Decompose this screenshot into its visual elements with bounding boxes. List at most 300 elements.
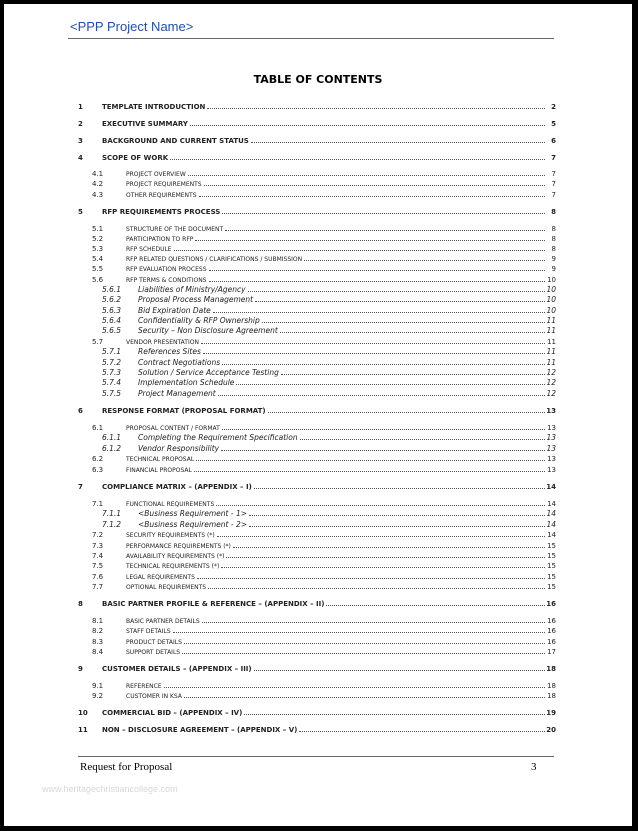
- toc-heading: TABLE OF CONTENTS: [253, 73, 383, 86]
- toc-entry-title-row: [138, 368, 546, 377]
- toc-entry-number: 8.3: [92, 638, 104, 646]
- dot-leader: [222, 363, 545, 365]
- toc-entry-level-1[interactable]: [4, 118, 632, 128]
- toc-entry-level-1[interactable]: [4, 598, 632, 608]
- dot-leader: [225, 229, 545, 231]
- toc-entry-level-3[interactable]: [4, 508, 632, 518]
- toc-entry-level-1[interactable]: [4, 724, 632, 734]
- toc-entry-level-1[interactable]: [4, 481, 632, 491]
- toc-entry-level-3[interactable]: [4, 346, 632, 356]
- toc-entry-number: 4.3: [92, 191, 104, 199]
- toc-entry-page: 11: [546, 326, 556, 335]
- toc-entry-level-2[interactable]: [4, 243, 632, 253]
- toc-entry-level-2[interactable]: [4, 422, 632, 432]
- toc-entry-page: 5: [551, 120, 556, 128]
- toc-entry-page: 20: [546, 726, 556, 734]
- toc-entry-title-row: [138, 316, 546, 325]
- toc-entry-page: 18: [547, 682, 556, 690]
- toc-entry-title-row: [102, 137, 546, 145]
- toc-entry-page: 6: [551, 137, 556, 145]
- dot-leader: [174, 249, 545, 251]
- toc-entry-level-2[interactable]: [4, 560, 632, 570]
- toc-entry-number: 8: [78, 600, 83, 608]
- dot-leader: [182, 652, 545, 654]
- toc-entry-title-row: [102, 103, 546, 111]
- toc-entry-number: 7.2: [92, 531, 104, 539]
- toc-entry-title: PERFORMANCE REQUIREMENTS (*): [126, 543, 231, 550]
- toc-entry-title-row: [138, 295, 546, 304]
- toc-entry-title: RESPONSE FORMAT (PROPOSAL FORMAT): [102, 407, 266, 415]
- toc-entry-number: 1: [78, 103, 83, 111]
- toc-entry-title: Bid Expiration Date: [138, 306, 211, 315]
- toc-entry-level-2[interactable]: [4, 464, 632, 474]
- toc-entry-title: PROPOSAL CONTENT / FORMAT: [126, 425, 220, 432]
- toc-entry-title: Confidentiality & RFP Ownership: [138, 316, 260, 325]
- toc-entry-level-2[interactable]: [4, 453, 632, 463]
- toc-entry-number: 8.1: [92, 617, 104, 625]
- toc-entry-title: RFP SCHEDULE: [126, 246, 172, 253]
- toc-entry-level-1[interactable]: [4, 152, 632, 162]
- toc-entry-number: 5.2: [92, 235, 104, 243]
- dot-leader: [326, 604, 545, 606]
- toc-entry-level-2[interactable]: [4, 615, 632, 625]
- toc-entry-title: Liabilities of Ministry/Agency: [138, 285, 246, 294]
- toc-entry-level-2[interactable]: [4, 571, 632, 581]
- toc-entry-page: 10: [547, 276, 556, 284]
- toc-entry-number: 6.2: [92, 455, 104, 463]
- toc-entry-title-row: [102, 726, 546, 734]
- toc-entry-number: 7.4: [92, 552, 104, 560]
- toc-entry-page: 10: [546, 285, 556, 294]
- toc-entry-page: 19: [546, 709, 556, 717]
- toc-entry-number: 5.7.3: [102, 368, 122, 377]
- toc-entry-page: 9: [551, 265, 556, 273]
- dot-leader: [213, 311, 545, 313]
- toc-entry-page: 11: [546, 347, 556, 356]
- toc-entry-number: 5: [78, 208, 83, 216]
- toc-entry-number: 5.7.1: [102, 347, 122, 356]
- toc-entry-title: Vendor Responsibility: [138, 444, 220, 453]
- toc-entry-number: 4.1: [92, 170, 104, 178]
- header-divider: [68, 38, 554, 39]
- toc-entry-title-row: [126, 256, 546, 263]
- dot-leader: [221, 566, 545, 568]
- toc-entry-number: 5.6.3: [102, 306, 122, 315]
- toc-entry-title: SECURITY REQUIREMENTS (*): [126, 532, 215, 539]
- dot-leader: [218, 394, 545, 396]
- toc-entry-level-3[interactable]: [4, 325, 632, 335]
- toc-entry-page: 13: [547, 424, 556, 432]
- toc-entry-number: 7.7: [92, 583, 104, 591]
- toc-entry-title: Completing the Requirement Specification: [138, 433, 298, 442]
- dot-leader: [217, 535, 545, 537]
- toc-entry-level-2[interactable]: [4, 223, 632, 233]
- dot-leader: [268, 411, 545, 413]
- toc-entry-number: 5.6: [92, 276, 104, 284]
- toc-entry-title: PROJECT REQUIREMENTS: [126, 181, 202, 188]
- dot-leader: [254, 487, 545, 489]
- toc-entry-number: 10: [78, 709, 88, 717]
- toc-entry-title: FUNCTIONAL REQUIREMENTS: [126, 501, 215, 508]
- toc-entry-number: 8.4: [92, 648, 104, 656]
- toc-entry-page: 13: [546, 407, 556, 415]
- dot-leader: [209, 280, 546, 282]
- toc-entry-number: 5.5: [92, 265, 104, 273]
- toc-entry-level-1[interactable]: [4, 135, 632, 145]
- toc-entry-title: EXECUTIVE SUMMARY: [102, 120, 188, 128]
- toc-entry-number: 9.2: [92, 692, 104, 700]
- toc-entry-page: 14: [546, 509, 556, 518]
- toc-entry-level-3[interactable]: [4, 519, 632, 529]
- dot-leader: [170, 158, 545, 160]
- dot-leader: [164, 686, 545, 688]
- toc-entry-title-row: [126, 628, 546, 635]
- toc-entry-title-row: [138, 444, 546, 453]
- toc-entry-number: 3: [78, 137, 83, 145]
- toc-entry-page: 7: [551, 170, 556, 178]
- toc-entry-title-row: [126, 574, 546, 581]
- toc-entry-title-row: [126, 639, 546, 646]
- toc-entry-page: 7: [551, 154, 556, 162]
- toc-entry-level-3[interactable]: [4, 443, 632, 453]
- dot-leader: [221, 449, 545, 451]
- toc-entry-number: 5.6.4: [102, 316, 122, 325]
- toc-entry-page: 7: [551, 180, 556, 188]
- toc-entry-title: BACKGROUND AND CURRENT STATUS: [102, 137, 249, 145]
- toc-entry-title: SUPPORT DETAILS: [126, 649, 181, 656]
- toc-entry-title: PRODUCT DETAILS: [126, 639, 182, 646]
- watermark-text: www.heritagechristiancollege.com: [42, 784, 178, 794]
- toc-entry-title: BASIC PARTNER PROFILE & REFERENCE – (APPENDIX – II): [102, 600, 325, 608]
- toc-entry-page: 8: [551, 208, 556, 216]
- toc-entry-number: 7.1.2: [102, 520, 122, 529]
- dot-leader: [248, 290, 545, 292]
- toc-entry-title-row: [126, 532, 546, 539]
- toc-entry-title: Security – Non Disclosure Agreement: [138, 326, 278, 335]
- toc-entry-title: AVAILABILITY REQUIREMENTS (*): [126, 553, 225, 560]
- toc-entry-level-1[interactable]: [4, 663, 632, 673]
- toc-entry-title: Contract Negotiations: [138, 358, 221, 367]
- toc-entry-page: 17: [547, 648, 556, 656]
- toc-entry-title-row: [138, 509, 546, 518]
- toc-entry-level-3[interactable]: [4, 357, 632, 367]
- dot-leader: [202, 621, 545, 623]
- toc-entry-title: PARTICIPATION TO RFP: [126, 236, 194, 243]
- toc-entry-title: RFP EVALUATION PROCESS: [126, 266, 207, 273]
- toc-entry-title-row: [126, 171, 546, 178]
- toc-entry-title-row: [138, 306, 546, 315]
- toc-entry-title: CUSTOMER DETAILS – (APPENDIX – III): [102, 665, 252, 673]
- toc-entry-level-3[interactable]: [4, 388, 632, 398]
- dot-leader: [173, 631, 545, 633]
- dot-leader: [216, 504, 545, 506]
- dot-leader: [226, 556, 545, 558]
- toc-entry-title: STRUCTURE OF THE DOCUMENT: [126, 226, 224, 233]
- toc-entry-title-row: [138, 433, 546, 442]
- toc-entry-number: 4.2: [92, 180, 104, 188]
- toc-entry-title: Solution / Service Acceptance Testing: [138, 368, 279, 377]
- toc-entry-title-row: [126, 467, 546, 474]
- toc-entry-title: FINANCIAL PROPOSAL: [126, 467, 192, 474]
- dot-leader: [194, 470, 545, 472]
- toc-entry-level-2[interactable]: [4, 178, 632, 188]
- toc-entry-number: 11: [78, 726, 88, 734]
- toc-entry-title: TECHNICAL PROPOSAL: [126, 456, 195, 463]
- toc-entry-page: 16: [546, 600, 556, 608]
- toc-entry-number: 5.7.2: [102, 358, 122, 367]
- toc-entry-title-row: [102, 120, 546, 128]
- toc-entry-number: 6.1.1: [102, 433, 122, 442]
- toc-entry-title-row: [126, 584, 546, 591]
- toc-entry-number: 5.1: [92, 225, 104, 233]
- toc-entry-title-row: [126, 266, 546, 273]
- toc-entry-title-row: [126, 236, 546, 243]
- header-project-name: <PPP Project Name>: [70, 19, 194, 34]
- toc-entry-page: 14: [546, 483, 556, 491]
- toc-entry-number: 6: [78, 407, 83, 415]
- toc-entry-page: 16: [547, 627, 556, 635]
- toc-entry-page: 16: [547, 638, 556, 646]
- dot-leader: [304, 259, 545, 261]
- toc-entry-page: 12: [546, 389, 556, 398]
- dot-leader: [208, 587, 545, 589]
- toc-entry-title: OTHER REQUIREMENTS: [126, 192, 197, 199]
- toc-entry-number: 5.6.5: [102, 326, 122, 335]
- dot-leader: [262, 321, 545, 323]
- toc-entry-title: Project Management: [138, 389, 216, 398]
- toc-entry-page: 7: [551, 191, 556, 199]
- dot-leader: [299, 730, 545, 732]
- toc-entry-level-1[interactable]: [4, 101, 632, 111]
- toc-entry-page: 12: [546, 378, 556, 387]
- toc-entry-number: 7.1: [92, 500, 104, 508]
- toc-entry-page: 13: [547, 455, 556, 463]
- toc-entry-title-row: [102, 407, 546, 415]
- toc-entry-level-2[interactable]: [4, 625, 632, 635]
- toc-entry-title: STAFF DETAILS: [126, 628, 171, 635]
- toc-entry-page: 2: [551, 103, 556, 111]
- toc-entry-number: 7.5: [92, 562, 104, 570]
- toc-entry-level-2[interactable]: [4, 498, 632, 508]
- toc-entry-page: 11: [546, 316, 556, 325]
- toc-entry-level-3[interactable]: [4, 367, 632, 377]
- toc-entry-title-row: [126, 425, 546, 432]
- toc-entry-title: Implementation Schedule: [138, 378, 235, 387]
- toc-entry-page: 14: [546, 520, 556, 529]
- toc-entry-level-2[interactable]: [4, 274, 632, 284]
- dot-leader: [199, 195, 546, 197]
- toc-entry-level-2[interactable]: [4, 263, 632, 273]
- toc-entry-page: 15: [547, 562, 556, 570]
- toc-entry-number: 8.2: [92, 627, 104, 635]
- dot-leader: [222, 212, 545, 214]
- toc-entry-title: TECHNICAL REQUIREMENTS (*): [126, 563, 220, 570]
- toc-entry-title-row: [102, 665, 546, 673]
- toc-entry-level-2[interactable]: [4, 540, 632, 550]
- dot-leader: [249, 514, 545, 516]
- toc-entry-title-row: [138, 285, 546, 294]
- toc-entry-title-row: [126, 563, 546, 570]
- toc-entry-number: 6.1: [92, 424, 104, 432]
- dot-leader: [188, 174, 545, 176]
- toc-entry-number: 6.3: [92, 466, 104, 474]
- toc-entry-title-row: [138, 389, 546, 398]
- toc-entry-page: 15: [547, 583, 556, 591]
- toc-entry-title: LEGAL REQUIREMENTS: [126, 574, 195, 581]
- toc-entry-page: 8: [551, 245, 556, 253]
- dot-leader: [204, 184, 545, 186]
- toc-entry-title: <Business Requirement - 2>: [138, 520, 248, 529]
- dot-leader: [203, 352, 545, 354]
- dot-leader: [190, 124, 545, 126]
- toc-entry-number: 9.1: [92, 682, 104, 690]
- toc-entry-level-2[interactable]: [4, 581, 632, 591]
- dot-leader: [249, 525, 545, 527]
- toc-entry-level-2[interactable]: [4, 336, 632, 346]
- toc-entry-level-2[interactable]: [4, 168, 632, 178]
- toc-entry-title-row: [126, 649, 546, 656]
- toc-entry-level-3[interactable]: [4, 377, 632, 387]
- toc-entry-page: 13: [547, 466, 556, 474]
- dot-leader: [209, 269, 546, 271]
- toc-entry-number: 9: [78, 665, 83, 673]
- toc-entry-number: 5.4: [92, 255, 104, 263]
- toc-entry-number: 5.7: [92, 338, 104, 346]
- dot-leader: [184, 642, 545, 644]
- toc-entry-title: REFERENCE: [126, 683, 162, 690]
- dot-leader: [281, 373, 545, 375]
- toc-entry-title-row: [126, 543, 546, 550]
- toc-entry-number: 5.7.5: [102, 389, 122, 398]
- toc-entry-title-row: [138, 358, 546, 367]
- toc-entry-title-row: [126, 553, 546, 560]
- footer-divider: [78, 756, 554, 757]
- toc-entry-title: References Sites: [138, 347, 201, 356]
- toc-entry-level-2[interactable]: [4, 636, 632, 646]
- footer-document-title: Request for Proposal: [80, 761, 173, 773]
- toc-entry-title-row: [126, 693, 546, 700]
- toc-entry-level-2[interactable]: [4, 646, 632, 656]
- toc-entry-level-2[interactable]: [4, 253, 632, 263]
- toc-entry-title-row: [126, 192, 546, 199]
- dot-leader: [244, 713, 545, 715]
- toc-entry-page: 12: [546, 368, 556, 377]
- toc-entry-title-row: [126, 226, 546, 233]
- toc-entry-page: 16: [547, 617, 556, 625]
- toc-entry-number: 4: [78, 154, 83, 162]
- dot-leader: [233, 546, 545, 548]
- toc-entry-title-row: [126, 456, 546, 463]
- toc-entry-level-1[interactable]: [4, 707, 632, 717]
- toc-entry-title-row: [126, 618, 546, 625]
- toc-entry-title-row: [126, 181, 546, 188]
- toc-entry-title-row: [126, 683, 546, 690]
- toc-entry-page: 13: [546, 433, 556, 442]
- toc-entry-title: NON – DISCLOSURE AGREEMENT – (APPENDIX – V): [102, 726, 298, 734]
- toc-entry-title: CUSTOMER IN KSA: [126, 693, 182, 700]
- toc-entry-level-3[interactable]: [4, 305, 632, 315]
- toc-entry-level-3[interactable]: [4, 432, 632, 442]
- toc-entry-level-2[interactable]: [4, 233, 632, 243]
- toc-entry-title: COMMERCIAL BID – (APPENDIX – IV): [102, 709, 243, 717]
- toc-entry-page: 14: [547, 531, 556, 539]
- toc-entry-number: 7.6: [92, 573, 104, 581]
- dot-leader: [255, 300, 545, 302]
- toc-entry-title: TEMPLATE INTRODUCTION: [102, 103, 206, 111]
- toc-entry-number: 7.1.1: [102, 509, 122, 518]
- toc-entry-level-2[interactable]: [4, 690, 632, 700]
- toc-entry-level-2[interactable]: [4, 529, 632, 539]
- toc-entry-page: 9: [551, 255, 556, 263]
- toc-entry-page: 8: [551, 225, 556, 233]
- toc-entry-level-3[interactable]: [4, 315, 632, 325]
- dot-leader: [280, 331, 545, 333]
- toc-entry-number: 2: [78, 120, 83, 128]
- dot-leader: [207, 107, 545, 109]
- toc-entry-title-row: [102, 600, 546, 608]
- toc-entry-page: 14: [547, 500, 556, 508]
- toc-entry-page: 13: [546, 444, 556, 453]
- toc-entry-page: 10: [546, 295, 556, 304]
- toc-entry-title: PROJECT OVERVIEW: [126, 171, 186, 178]
- footer-page-number: 3: [531, 761, 537, 773]
- toc-entry-number: 7: [78, 483, 83, 491]
- dot-leader: [195, 239, 545, 241]
- toc-entry-level-3[interactable]: [4, 294, 632, 304]
- toc-entry-title-row: [102, 154, 546, 162]
- toc-entry-level-2[interactable]: [4, 550, 632, 560]
- dot-leader: [254, 669, 545, 671]
- toc-entry-number: 5.3: [92, 245, 104, 253]
- toc-entry-number: 5.7.4: [102, 378, 122, 387]
- toc-entry-number: 5.6.1: [102, 285, 122, 294]
- toc-entry-title-row: [138, 347, 546, 356]
- dot-leader: [300, 438, 545, 440]
- toc-entry-number: 7.3: [92, 542, 104, 550]
- toc-entry-title-row: [102, 709, 546, 717]
- dot-leader: [201, 342, 545, 344]
- toc-entry-page: 15: [547, 542, 556, 550]
- toc-entry-page: 11: [547, 338, 556, 346]
- dot-leader: [184, 696, 545, 698]
- toc-entry-title-row: [138, 326, 546, 335]
- toc-entry-title: COMPLIANCE MATRIX – (APPENDIX – I): [102, 483, 252, 491]
- toc-entry-title: VENDOR PRESENTATION: [126, 339, 199, 346]
- toc-entry-title-row: [126, 339, 546, 346]
- toc-entry-page: 15: [547, 552, 556, 560]
- toc-entry-level-1[interactable]: [4, 206, 632, 216]
- toc-entry-title-row: [126, 277, 546, 284]
- toc-entry-page: 10: [546, 306, 556, 315]
- toc-entry-title: SCOPE OF WORK: [102, 154, 169, 162]
- toc-entry-level-2[interactable]: [4, 189, 632, 199]
- toc-entry-title-row: [138, 520, 546, 529]
- toc-entry-title-row: [102, 483, 546, 491]
- toc-entry-page: 18: [546, 665, 556, 673]
- toc-entry-level-3[interactable]: [4, 284, 632, 294]
- toc-entry-title-row: [102, 208, 546, 216]
- dot-leader: [236, 383, 545, 385]
- toc-entry-level-2[interactable]: [4, 680, 632, 690]
- toc-entry-level-1[interactable]: [4, 405, 632, 415]
- toc-entry-number: 5.6.2: [102, 295, 122, 304]
- toc-entry-title: OPTIONAL REQUIREMENTS: [126, 584, 207, 591]
- toc-entry-page: 8: [551, 235, 556, 243]
- dot-leader: [197, 577, 545, 579]
- toc-entry-title: RFP TERMS & CONDITIONS: [126, 277, 207, 284]
- toc-entry-title: Proposal Process Management: [138, 295, 254, 304]
- toc-entry-title-row: [126, 501, 546, 508]
